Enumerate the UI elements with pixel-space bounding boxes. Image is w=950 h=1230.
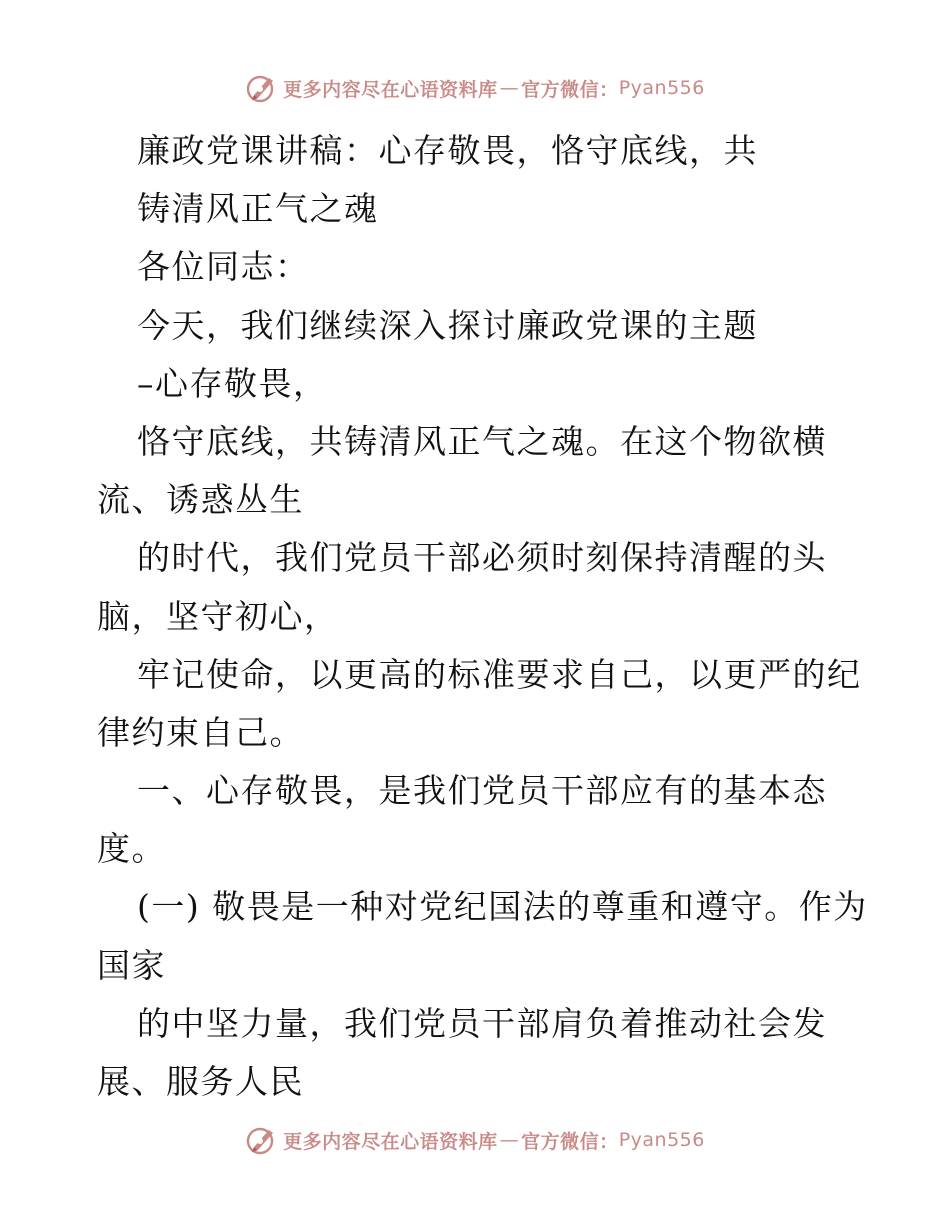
section-heading-line: 一、心存敬畏，是我们党员干部应有的基本态 <box>137 771 827 811</box>
watermark-id: Pyan556 <box>618 1129 705 1151</box>
paragraph-line: 牢记使命，以更高的标准要求自己，以更严的纪 <box>137 654 862 694</box>
paragraph-line: 展、服务人民 <box>97 1062 304 1101</box>
watermark-text: 更多内容尽在心语资料库 <box>283 1130 498 1153</box>
watermark-dash: — <box>499 1129 520 1151</box>
paragraph-line: 脑，坚守初心， <box>97 596 339 636</box>
footer-watermark <box>0 1120 950 1160</box>
salutation: 各位同志： <box>137 247 310 287</box>
paragraph-line: 恪守底线，共铸清风正气之魂。在这个物欲横 <box>137 421 827 461</box>
paragraph-line: 的中坚力量，我们党员干部肩负着推动社会发 <box>137 1003 827 1043</box>
paragraph-line: 律约束自己。 <box>97 712 304 752</box>
watermark-id: Pyan556 <box>618 77 705 99</box>
watermark-text: 更多内容尽在心语资料库 <box>283 78 498 101</box>
watermark-suffix: 官方微信： <box>521 78 619 101</box>
title-line-1: 廉政党课讲稿：心存敬畏，恪守底线，共 <box>137 131 758 170</box>
pen-in-circle-icon <box>245 1123 279 1157</box>
watermark-suffix: 官方微信： <box>521 1130 619 1153</box>
paragraph-line: 国家 <box>97 945 166 985</box>
paragraph-line: 的时代，我们党员干部必须时刻保持清醒的头 <box>137 538 827 578</box>
header-watermark <box>0 68 950 108</box>
paragraph-line: 流、诱惑丛生 <box>97 480 304 520</box>
subsection-line: (一) 敬畏是一种对党纪国法的尊重和遵守。作为 <box>137 887 868 927</box>
paragraph-line: –心存敬畏， <box>137 363 328 403</box>
document-body <box>97 122 867 1111</box>
pen-in-circle-icon <box>245 71 279 105</box>
title-line-2: 铸清风正气之魂 <box>137 189 379 229</box>
paragraph-line: 今天，我们继续深入探讨廉政党课的主题 <box>137 305 758 345</box>
watermark-dash: — <box>499 77 520 99</box>
section-heading-line: 度。 <box>97 829 166 869</box>
